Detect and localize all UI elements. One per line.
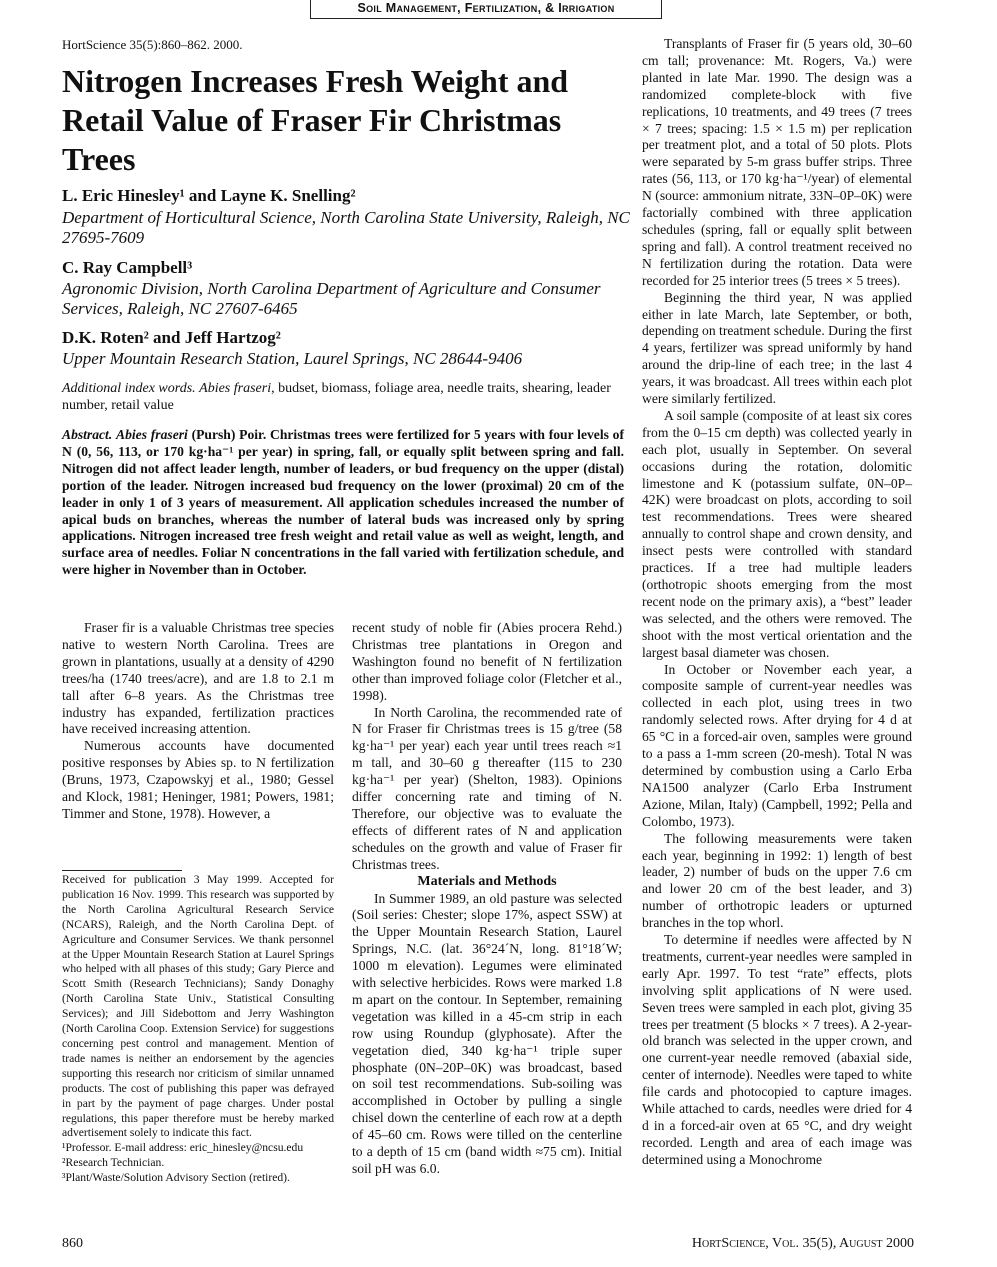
abstract (62, 427, 624, 579)
footnote-1: ¹Professor. E-mail address: eric_hinesley@ncsu.edu (62, 1141, 304, 1155)
index-words-text: , budset, biomass, foliage area, needle traits, shearing, leader number, retail value (62, 381, 611, 413)
article-title: Nitrogen Increases Fresh Weight and Retail Value of Fraser Fir Christmas Trees (62, 63, 569, 177)
index-words-species: Abies fraseri (199, 381, 272, 396)
paragraph: In North Carolina, the recommended rate of N for Fraser fir Christmas trees is 15 g/tree (58 kg·ha⁻¹ per year) each year until trees reach ≈1 m tall, and 30–60 g thereafter (115 to 230 kg·ha⁻¹ per year) (Shelton, 1983). Opinions differ concerning rate and timing of N. Therefore, our objective was to evaluate the effects of different rates of N and application schedules on the growth and value of Fraser fir Christmas trees. (352, 704, 622, 872)
column-2 (352, 620, 622, 1178)
paragraph: Fraser fir is a valuable Christmas tree species native to western North Carolina. Trees are grown in plantations, usually at a density of 4290 trees/ha (1740 trees/acre), and are 1.8 to 2.1 m tall after 6–8 years. As the Christmas tree industry has expanded, fertilization practices have received increasing attention. (62, 620, 334, 737)
footnote-rule (62, 870, 182, 871)
column-1 (62, 620, 334, 823)
paragraph: To determine if needles were affected by N treatments, current-year needles were sampled in early Apr. 1997. To test “rate” effects, plots involving split applications of N were used. Seven trees were sampled in each plot, giving 35 trees per treatment (5 blocks × 7 trees). A 2-year-old branch was selected in the upper crown, and one current-year needle removed (abaxial side, center of internode). Needles were taped to white file cards and photocopied to capture images. While attached to cards, needles were dried for 4 d in a forced-air oven at 65 °C, and dry weight recorded. Length and area of each image was determined using a Monochrome (642, 932, 912, 1167)
running-footer: HortScience, Vol. 35(5), August 2000 (691, 1236, 914, 1251)
paragraph: Transplants of Fraser fir (5 years old, 30–60 cm tall; provenance: Mt. Rogers, Va.) were planted in late Mar. 1990. The design was a randomized complete-block with five replications, 10 treatments, and 49 trees (7 trees × 7 trees; spacing: 1.5 × 1.5 m) per replication per treatment plot, and a total of 50 plots. Plots were separated by 5-m grass buffer strips. Three rates (56, 113, or 170 kg·ha⁻¹/year) of elemental N (source: ammonium nitrate, 33N–0P–0K) were factorially combined with three application schedules (spring, fall or equally split between spring and fall). A control treatment received no N fertilization during the rotation. Data were recorded for 25 interior trees (5 trees × 5 trees). (642, 36, 912, 288)
author-group-1: L. Eric Hinesley¹ and Layne K. Snelling² (62, 186, 356, 205)
section-heading-methods: Materials and Methods (417, 873, 557, 889)
affiliation-2: Agronomic Division, North Carolina Department of Agriculture and Consumer Services, Raleigh, NC 27607-6465 (62, 279, 601, 318)
abstract-text: (Pursh) Poir. Christmas trees were fertilized for 5 years with four levels of N (0, 56, 113, or 170 kg·ha⁻¹ per year) in spring, fall, or equally split between spring and fall. Nitrogen did not affect leader length, number of leaders, or bud frequency on the upper (distal) portion of the leader. Nitrogen increased bud frequency on the lower (proximal) 20 cm of the leader in only 1 of 3 years of measurement. All application schedules increased the number of apical buds on branches, whereas the number of lateral buds was increased only by spring applications. Nitrogen increased tree fresh weight and retail value as well as weight, length, and surface area of needles. Foliar N concentrations in the fall varied with fertilization schedule, and were higher in November than in October. (62, 427, 624, 578)
index-words-label: Additional index words. (62, 381, 196, 396)
column-3 (642, 36, 912, 1169)
footnote-3: ³Plant/Waste/Solution Advisory Section (retired). (62, 1171, 290, 1185)
page-number: 860 (62, 1236, 83, 1251)
index-words (62, 380, 622, 414)
paragraph: Beginning the third year, N was applied either in late March, late September, or both, depending on treatment schedule. During the first 4 years, fertilizer was spread uniformly by hand around the drip-line of each tree; in the last 4 years, it was broadcast. All trees within each plot were similarly fertilized. (642, 289, 912, 407)
paragraph: Numerous accounts have documented positive responses by Abies sp. to N fertilization (Bruns, 1973, Czapowskyj et al., 1980; Gessel and Klock, 1981; Heninger, 1981; Powers, 1981; Timmer and Stone, 1978). However, a (62, 738, 334, 821)
paragraph: recent study of noble fir (Abies procera Rehd.) Christmas tree plantations in Oregon and Washington found no benefit of N fertilization other than improved foliage color (Fletcher et al., 1998). (352, 620, 622, 703)
paragraph: In October or November each year, a composite sample of current-year needles was collected in each plot, using trees in two randomly selected rows. After drying for 4 d at 65 °C in a forced-air oven, samples were ground to a pass a 1-mm screen (20-mesh). Total N was determined by combustion using a Carlo Erba NA1500 analyzer (Carlo Erba Instrument Azione, Milan, Italy) (Campbell, 1992; Pella and Colombo, 1973). (642, 661, 912, 829)
author-group-2: C. Ray Campbell³ (62, 258, 193, 277)
paragraph: The following measurements were taken each year, beginning in 1992: 1) length of best leader, 2) number of buds on the upper 7.6 cm and lower 20 cm of the best leader, and 3) number of orthotropic leaders or upturned branches in the top whorl. (642, 830, 912, 931)
abstract-species: Abies fraseri (116, 427, 188, 442)
abstract-label: Abstract. (62, 427, 113, 442)
paragraph: A soil sample (composite of at least six cores from the 0–15 cm depth) was collected yearly in each plot, usually in September. On several occasions during the rotation, dolomitic limestone and K (potassium sulfate, 0N–0P–42K) were broadcast on plots, according to soil test recommendations. Trees were sheared annually to control shape and crown density, and insect pests were controlled with standard practices. If a tree had multiple leaders (orthotropic shoots emerging from the most recent node on the primary axis), a “best” leader was selected, and the others were removed. The shoot with the most vertical orientation and the largest basal diameter was chosen. (642, 407, 912, 660)
affiliation-1: Department of Horticultural Science, North Carolina State University, Raleigh, NC 27695-7609 (62, 208, 630, 247)
affiliation-3: Upper Mountain Research Station, Laurel Springs, NC 28644-9406 (62, 349, 523, 368)
section-header: Soil Management, Fertilization, & Irrigation (310, 0, 662, 19)
paragraph: In Summer 1989, an old pasture was selected (Soil series: Chester; slope 17%, aspect SSW) at the Upper Mountain Research Station, Laurel Springs, N.C. (lat. 36°24´N, long. 81°18´W; 1000 m elevation). Legumes were eliminated with selective herbicides. Rows were marked 1.8 m apart on the contour. In September, remaining vegetation was killed in a 45-cm strip in each row using Roundup (glyphosate). After the vegetation died, 340 kg·ha⁻¹ triple super phosphate (0N–20P–0K) was broadcast, based on soil test recommendations. Sub-soiling was accomplished in October by pulling a single chisel down the centerline of each row at a depth of 45–60 cm. Rows were tilled on the centerline to a depth of 15 cm (band width ≈75 cm). Initial soil pH was 6.0. (352, 890, 622, 1176)
footnote-received: Received for publication 3 May 1999. Accepted for publication 16 Nov. 1999. This research was supported by the North Carolina Agricultural Research Service (NCARS), Raleigh, and the North Carolina Dept. of Agriculture and Consumer Services. We thank personnel at the Upper Mountain Research Station at Laurel Springs who helped with all phases of this study; Gary Pierce and Scott Smith (Research Technicians); Sandy Donaghy (North Carolina State Univ., Statistical Consulting Services); and Jill Sidebottom and Jerry Washington (North Carolina Coop. Extension Service) for suggestions concerning pest control and management. Mention of trade names is neither an endorsement by the agencies supporting this research nor criticism of similar unnamed products. The cost of publishing this paper was defrayed in part by the payment of page charges. Under postal regulations, this paper therefore must be hereby marked advertisement solely to indicate this fact. (62, 873, 334, 1140)
footnotes (62, 870, 334, 1186)
citation: HortScience 35(5):860–862. 2000. (62, 37, 243, 52)
footnote-2: ²Research Technician. (62, 1156, 165, 1170)
author-group-3: D.K. Roten² and Jeff Hartzog² (62, 328, 281, 347)
